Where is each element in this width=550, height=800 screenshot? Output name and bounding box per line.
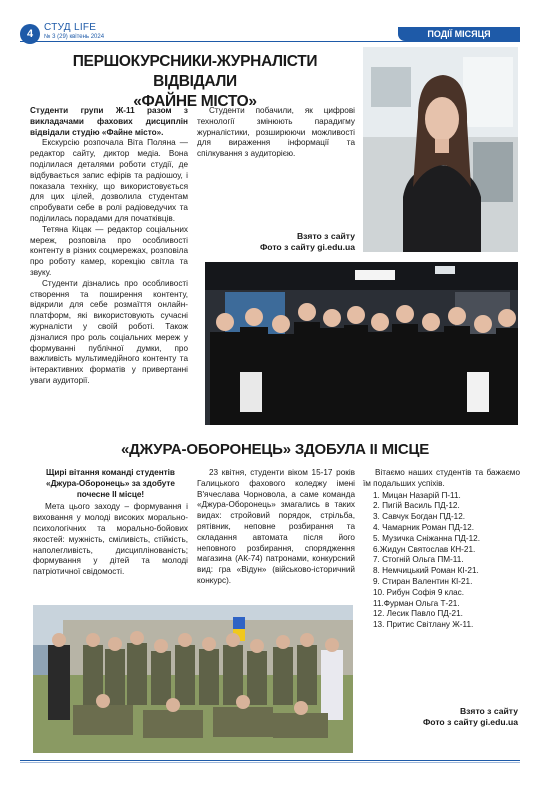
- list-item: 1. Мицан Назарій П-11.: [373, 490, 461, 500]
- article2-lead: Щирі вітання команді студентів «Джура-Оборонець» за здобуте почесне ІІ місце!: [46, 468, 175, 499]
- list-item: 8. Немчицький Роман КІ-21.: [373, 566, 479, 576]
- credit-photo: Фото з сайту gi.edu.ua: [422, 717, 518, 727]
- issue-info: № 3 (29) квітень 2024: [44, 34, 105, 40]
- article2-paragraph: Мета цього заходу – формування і виховання у молоді високих морально-психологічних та морально-бойових якостей: мужність, сміливість, стійкість, наполегливість, дисциплінованість; формування у дітей та молоді патріотичної свідомості.: [33, 502, 188, 577]
- list-item: 11.Фурман Ольга Т-21.: [373, 598, 460, 608]
- list-item: 4. Чамарник Роман ПД-12.: [373, 522, 474, 532]
- article2-column-right: [363, 468, 520, 631]
- article1-paragraph: Студенти побачили, як цифрові технології змінюють парадигму журналістики, розширюючи можливості для вираження інформації та спілкування з аудиторією.: [197, 106, 355, 159]
- list-item: 5. Музичка Сніжанна ПД-12.: [373, 533, 480, 543]
- credit-source: Взято з сайту: [459, 706, 518, 716]
- article1-credit: [197, 231, 355, 253]
- article2-title: «ДЖУРА-ОБОРОНЕЦЬ» ЗДОБУЛА ІІ МІСЦЕ: [120, 441, 430, 458]
- footer-divider-light: [20, 762, 520, 763]
- article1-paragraph: Студенти дізнались про особливості створення та поширення контенту, відкрили для себе розмаїття онлайн-платформ, які використовують сучасні журналісти у своїй роботі. Також дізналися про роль соціальних мереж у формуванні публічної думки, про важливість мультимедійного контенту та інтерактивних форматів у привертанні уваги аудиторії.: [30, 278, 188, 385]
- studio-group-photo: [205, 262, 518, 425]
- footer-divider: [20, 760, 520, 761]
- page-number: 4: [20, 24, 40, 44]
- section-badge: ПОДІЇ МІСЯЦЯ: [398, 27, 520, 41]
- team-group-photo: [33, 605, 353, 753]
- article1-column-left: [30, 106, 188, 385]
- article1-column-middle: [197, 106, 355, 160]
- article2-column-left: [33, 468, 188, 578]
- article1-title: [30, 52, 360, 112]
- article1-title-line2: «ФАЙНЕ МІСТО»: [133, 93, 257, 110]
- list-item: 13. Притис Світлану Ж-11.: [373, 620, 474, 630]
- list-item: 3. Савчук Богдан ПД-12.: [373, 512, 466, 522]
- article1-paragraph: Тетяна Кіцак — редактор соціальних мереж, розповіла про особливості контенту в різних соцмережах, розповіла про роботу камер, корекцію світла та звуку.: [30, 224, 188, 277]
- article1-paragraph: Екскурсію розпочала Віта Поляна — редактор сайту, диктор медіа. Вона поділилася деталями роботи студії, де відбувається запис ефірів та радіошоу, і показала техніку, що використовується для цих цілей, дозволила студентам спробувати себе в ролі радіоведучих та поділилась порадами для початківців.: [30, 138, 188, 223]
- participants-list: [363, 491, 520, 631]
- list-item: 7. Стогній Ольга ПМ-11.: [373, 555, 464, 565]
- list-item: 10. Рибун Софія 9 клас.: [373, 587, 465, 597]
- credit-photo: Фото з сайту gi.edu.ua: [259, 242, 355, 252]
- article2-paragraph: 23 квітня, студенти віком 15-17 років Галицького фахового коледжу імені В'ячеслава Чорновола, а саме команда «Джура-Оборонець» змагались в таких видах: стройовий порядок, стрільба, рятівник, неповне розбирання та складання автомата після його неповного розбирання, спорядження магазина (АК-74) патронами, конкурсний вид: гра «Відун» (військово-історичний конкурс).: [197, 468, 355, 585]
- credit-source: Взято з сайту: [296, 231, 355, 241]
- article2-column-middle: [197, 468, 355, 595]
- list-item: 9. Стиран Валентин КІ-21.: [373, 576, 473, 586]
- article2-paragraph: Вітаємо наших студентів та бажаємо їм подальших успіхів.: [363, 468, 520, 488]
- list-item: 2. Пигій Василь ПД-12.: [373, 501, 460, 511]
- magazine-title: СТУД LIFE: [44, 22, 97, 33]
- article2-credit: [363, 706, 518, 728]
- header-divider: [20, 41, 520, 42]
- list-item: 6.Жидун Святослав КН-21.: [373, 544, 476, 554]
- list-item: 12. Лесик Павло ПД-21.: [373, 609, 463, 619]
- portrait-photo: [363, 47, 518, 252]
- article1-lead: Студенти групи Ж-11 разом з викладачами фахових дисциплін відвідали студію «Файне місто».: [30, 106, 188, 137]
- article1-title-line1: ПЕРШОКУРСНИКИ-ЖУРНАЛІСТИ ВІДВІДАЛИ: [72, 53, 318, 90]
